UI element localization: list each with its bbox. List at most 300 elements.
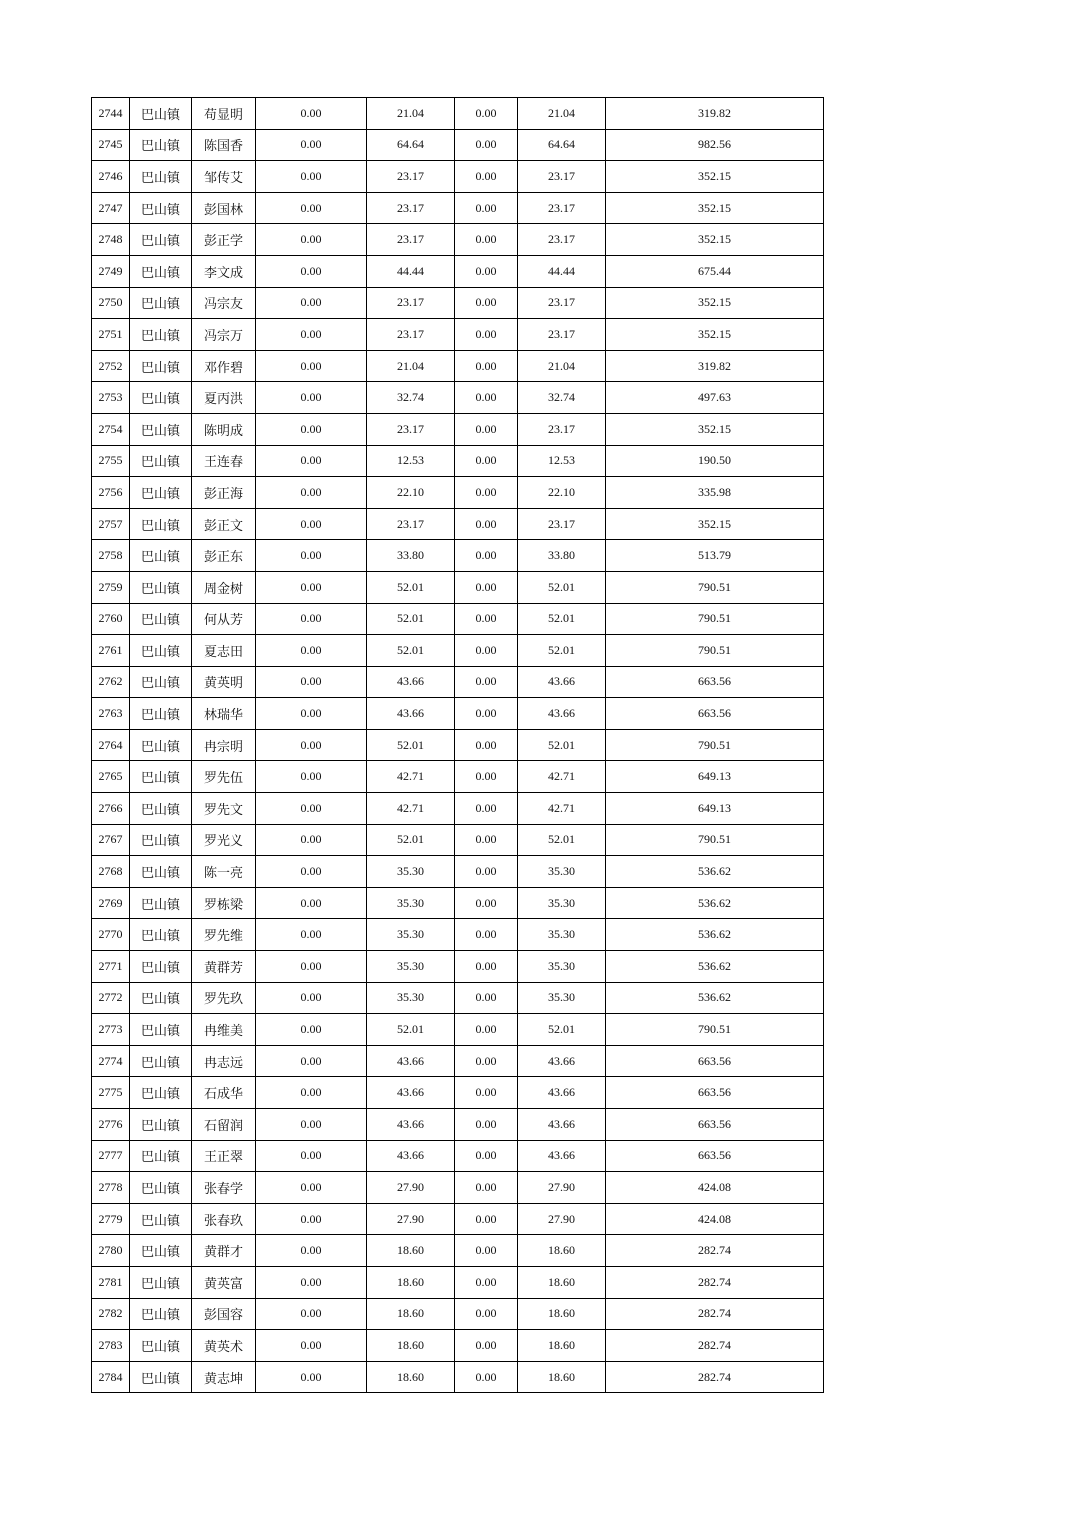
value-cell-1: 0.00 [256,1266,367,1298]
name-cell: 邓作碧 [192,350,256,382]
table-row [92,793,824,825]
town-cell: 巴山镇 [130,477,192,509]
value-cell-3: 0.00 [455,793,518,825]
value-cell-3: 0.00 [455,729,518,761]
row-number-cell: 2772 [92,982,130,1014]
table-row [92,1361,824,1393]
value-cell-2: 52.01 [367,1014,455,1046]
row-number-cell: 2757 [92,508,130,540]
amount-cell: 663.56 [606,1045,824,1077]
value-cell-2: 23.17 [367,413,455,445]
amount-cell: 536.62 [606,951,824,983]
town-cell: 巴山镇 [130,761,192,793]
value-cell-2: 35.30 [367,856,455,888]
value-cell-3: 0.00 [455,951,518,983]
amount-cell: 790.51 [606,1014,824,1046]
value-cell-3: 0.00 [455,1361,518,1393]
value-cell-4: 52.01 [518,824,606,856]
value-cell-4: 43.66 [518,1045,606,1077]
table-row [92,161,824,193]
value-cell-4: 23.17 [518,319,606,351]
row-number-cell: 2746 [92,161,130,193]
row-number-cell: 2766 [92,793,130,825]
value-cell-1: 0.00 [256,1361,367,1393]
town-cell: 巴山镇 [130,350,192,382]
name-cell: 黄英富 [192,1266,256,1298]
row-number-cell: 2781 [92,1266,130,1298]
row-number-cell: 2765 [92,761,130,793]
row-number-cell: 2751 [92,319,130,351]
table-row [92,350,824,382]
amount-cell: 282.74 [606,1330,824,1362]
name-cell: 冉志远 [192,1045,256,1077]
value-cell-4: 52.01 [518,571,606,603]
value-cell-2: 43.66 [367,1045,455,1077]
town-cell: 巴山镇 [130,951,192,983]
amount-cell: 663.56 [606,666,824,698]
data-table [91,97,824,1393]
value-cell-4: 35.30 [518,951,606,983]
value-cell-2: 27.90 [367,1203,455,1235]
amount-cell: 335.98 [606,477,824,509]
town-cell: 巴山镇 [130,1172,192,1204]
table-row [92,1266,824,1298]
value-cell-4: 42.71 [518,793,606,825]
amount-cell: 536.62 [606,982,824,1014]
table-row [92,824,824,856]
value-cell-3: 0.00 [455,887,518,919]
table-row [92,887,824,919]
amount-cell: 663.56 [606,1077,824,1109]
value-cell-2: 18.60 [367,1298,455,1330]
row-number-cell: 2761 [92,635,130,667]
town-cell: 巴山镇 [130,1235,192,1267]
town-cell: 巴山镇 [130,192,192,224]
value-cell-2: 52.01 [367,824,455,856]
amount-cell: 352.15 [606,224,824,256]
value-cell-1: 0.00 [256,1235,367,1267]
table-row [92,382,824,414]
town-cell: 巴山镇 [130,571,192,603]
town-cell: 巴山镇 [130,445,192,477]
name-cell: 石留润 [192,1109,256,1141]
value-cell-3: 0.00 [455,603,518,635]
value-cell-3: 0.00 [455,540,518,572]
value-cell-2: 52.01 [367,635,455,667]
amount-cell: 649.13 [606,793,824,825]
table-row [92,1140,824,1172]
value-cell-3: 0.00 [455,571,518,603]
name-cell: 邹传艾 [192,161,256,193]
name-cell: 黄群芳 [192,951,256,983]
value-cell-4: 43.66 [518,1077,606,1109]
value-cell-1: 0.00 [256,951,367,983]
row-number-cell: 2783 [92,1330,130,1362]
value-cell-1: 0.00 [256,919,367,951]
value-cell-1: 0.00 [256,571,367,603]
value-cell-1: 0.00 [256,382,367,414]
value-cell-4: 42.71 [518,761,606,793]
value-cell-2: 35.30 [367,982,455,1014]
town-cell: 巴山镇 [130,856,192,888]
amount-cell: 282.74 [606,1361,824,1393]
value-cell-4: 52.01 [518,1014,606,1046]
town-cell: 巴山镇 [130,1330,192,1362]
table-row [92,729,824,761]
value-cell-1: 0.00 [256,1077,367,1109]
table-row [92,635,824,667]
name-cell: 彭正学 [192,224,256,256]
value-cell-4: 18.60 [518,1235,606,1267]
value-cell-3: 0.00 [455,1140,518,1172]
value-cell-2: 21.04 [367,98,455,130]
value-cell-4: 23.17 [518,161,606,193]
value-cell-4: 23.17 [518,413,606,445]
row-number-cell: 2764 [92,729,130,761]
value-cell-4: 23.17 [518,287,606,319]
value-cell-2: 32.74 [367,382,455,414]
amount-cell: 424.08 [606,1172,824,1204]
table-row [92,1330,824,1362]
name-cell: 罗先玖 [192,982,256,1014]
amount-cell: 282.74 [606,1298,824,1330]
value-cell-2: 35.30 [367,919,455,951]
table-body [92,98,824,1393]
value-cell-2: 42.71 [367,793,455,825]
amount-cell: 663.56 [606,698,824,730]
value-cell-4: 43.66 [518,698,606,730]
town-cell: 巴山镇 [130,1045,192,1077]
table-row [92,287,824,319]
town-cell: 巴山镇 [130,319,192,351]
value-cell-3: 0.00 [455,161,518,193]
name-cell: 罗先文 [192,793,256,825]
amount-cell: 190.50 [606,445,824,477]
row-number-cell: 2775 [92,1077,130,1109]
value-cell-1: 0.00 [256,540,367,572]
amount-cell: 319.82 [606,98,824,130]
town-cell: 巴山镇 [130,698,192,730]
value-cell-3: 0.00 [455,1109,518,1141]
name-cell: 彭国容 [192,1298,256,1330]
value-cell-2: 52.01 [367,603,455,635]
name-cell: 彭国林 [192,192,256,224]
name-cell: 王正翠 [192,1140,256,1172]
value-cell-2: 23.17 [367,508,455,540]
amount-cell: 790.51 [606,824,824,856]
name-cell: 林瑞华 [192,698,256,730]
name-cell: 陈一亮 [192,856,256,888]
row-number-cell: 2754 [92,413,130,445]
amount-cell: 536.62 [606,856,824,888]
value-cell-3: 0.00 [455,1077,518,1109]
amount-cell: 790.51 [606,603,824,635]
value-cell-4: 23.17 [518,508,606,540]
amount-cell: 663.56 [606,1109,824,1141]
value-cell-4: 33.80 [518,540,606,572]
value-cell-1: 0.00 [256,445,367,477]
value-cell-3: 0.00 [455,1045,518,1077]
table-row [92,666,824,698]
value-cell-2: 44.44 [367,255,455,287]
row-number-cell: 2770 [92,919,130,951]
amount-cell: 282.74 [606,1235,824,1267]
value-cell-2: 43.66 [367,1077,455,1109]
value-cell-3: 0.00 [455,666,518,698]
value-cell-4: 35.30 [518,887,606,919]
value-cell-1: 0.00 [256,161,367,193]
value-cell-1: 0.00 [256,129,367,161]
town-cell: 巴山镇 [130,1266,192,1298]
table-row [92,413,824,445]
name-cell: 周金树 [192,571,256,603]
name-cell: 何从芳 [192,603,256,635]
value-cell-3: 0.00 [455,445,518,477]
value-cell-3: 0.00 [455,255,518,287]
name-cell: 冉维美 [192,1014,256,1046]
value-cell-1: 0.00 [256,477,367,509]
town-cell: 巴山镇 [130,1140,192,1172]
value-cell-4: 18.60 [518,1298,606,1330]
value-cell-4: 35.30 [518,856,606,888]
value-cell-2: 18.60 [367,1235,455,1267]
row-number-cell: 2748 [92,224,130,256]
value-cell-3: 0.00 [455,382,518,414]
value-cell-4: 12.53 [518,445,606,477]
value-cell-4: 35.30 [518,982,606,1014]
name-cell: 罗光义 [192,824,256,856]
town-cell: 巴山镇 [130,508,192,540]
name-cell: 陈明成 [192,413,256,445]
table-row [92,571,824,603]
table-row [92,1077,824,1109]
name-cell: 张春学 [192,1172,256,1204]
value-cell-4: 35.30 [518,919,606,951]
value-cell-4: 22.10 [518,477,606,509]
value-cell-3: 0.00 [455,192,518,224]
town-cell: 巴山镇 [130,887,192,919]
value-cell-3: 0.00 [455,982,518,1014]
town-cell: 巴山镇 [130,1298,192,1330]
value-cell-2: 22.10 [367,477,455,509]
name-cell: 彭正东 [192,540,256,572]
town-cell: 巴山镇 [130,129,192,161]
value-cell-1: 0.00 [256,350,367,382]
table-row [92,477,824,509]
row-number-cell: 2767 [92,824,130,856]
value-cell-1: 0.00 [256,793,367,825]
name-cell: 夏丙洪 [192,382,256,414]
table-row [92,319,824,351]
value-cell-4: 43.66 [518,666,606,698]
value-cell-2: 43.66 [367,1109,455,1141]
town-cell: 巴山镇 [130,635,192,667]
value-cell-3: 0.00 [455,856,518,888]
amount-cell: 790.51 [606,729,824,761]
value-cell-3: 0.00 [455,477,518,509]
value-cell-3: 0.00 [455,319,518,351]
amount-cell: 497.63 [606,382,824,414]
value-cell-1: 0.00 [256,1109,367,1141]
value-cell-3: 0.00 [455,1266,518,1298]
row-number-cell: 2760 [92,603,130,635]
town-cell: 巴山镇 [130,1109,192,1141]
value-cell-4: 18.60 [518,1330,606,1362]
town-cell: 巴山镇 [130,287,192,319]
value-cell-2: 52.01 [367,571,455,603]
town-cell: 巴山镇 [130,603,192,635]
table-row [92,951,824,983]
value-cell-3: 0.00 [455,413,518,445]
name-cell: 石成华 [192,1077,256,1109]
value-cell-4: 52.01 [518,635,606,667]
name-cell: 陈国香 [192,129,256,161]
amount-cell: 982.56 [606,129,824,161]
value-cell-2: 23.17 [367,192,455,224]
row-number-cell: 2780 [92,1235,130,1267]
town-cell: 巴山镇 [130,382,192,414]
amount-cell: 282.74 [606,1266,824,1298]
table-row [92,540,824,572]
value-cell-3: 0.00 [455,508,518,540]
value-cell-4: 44.44 [518,255,606,287]
value-cell-4: 18.60 [518,1266,606,1298]
name-cell: 冉宗明 [192,729,256,761]
value-cell-1: 0.00 [256,982,367,1014]
value-cell-1: 0.00 [256,287,367,319]
amount-cell: 424.08 [606,1203,824,1235]
value-cell-3: 0.00 [455,919,518,951]
amount-cell: 675.44 [606,255,824,287]
value-cell-1: 0.00 [256,1140,367,1172]
value-cell-1: 0.00 [256,1172,367,1204]
town-cell: 巴山镇 [130,729,192,761]
row-number-cell: 2777 [92,1140,130,1172]
town-cell: 巴山镇 [130,666,192,698]
amount-cell: 352.15 [606,319,824,351]
town-cell: 巴山镇 [130,1203,192,1235]
town-cell: 巴山镇 [130,161,192,193]
value-cell-1: 0.00 [256,1298,367,1330]
row-number-cell: 2784 [92,1361,130,1393]
row-number-cell: 2769 [92,887,130,919]
value-cell-4: 21.04 [518,350,606,382]
name-cell: 黄英明 [192,666,256,698]
value-cell-1: 0.00 [256,1045,367,1077]
value-cell-4: 43.66 [518,1140,606,1172]
amount-cell: 319.82 [606,350,824,382]
row-number-cell: 2771 [92,951,130,983]
row-number-cell: 2744 [92,98,130,130]
name-cell: 夏志田 [192,635,256,667]
value-cell-4: 23.17 [518,192,606,224]
amount-cell: 352.15 [606,161,824,193]
value-cell-1: 0.00 [256,224,367,256]
name-cell: 苟显明 [192,98,256,130]
value-cell-1: 0.00 [256,1330,367,1362]
amount-cell: 536.62 [606,919,824,951]
row-number-cell: 2753 [92,382,130,414]
value-cell-2: 35.30 [367,951,455,983]
value-cell-2: 12.53 [367,445,455,477]
table-row [92,1014,824,1046]
value-cell-2: 35.30 [367,887,455,919]
town-cell: 巴山镇 [130,98,192,130]
value-cell-2: 43.66 [367,698,455,730]
row-number-cell: 2776 [92,1109,130,1141]
row-number-cell: 2749 [92,255,130,287]
value-cell-2: 43.66 [367,1140,455,1172]
amount-cell: 536.62 [606,887,824,919]
table-row [92,1203,824,1235]
value-cell-3: 0.00 [455,824,518,856]
value-cell-3: 0.00 [455,635,518,667]
name-cell: 彭正海 [192,477,256,509]
value-cell-1: 0.00 [256,729,367,761]
value-cell-1: 0.00 [256,887,367,919]
row-number-cell: 2778 [92,1172,130,1204]
town-cell: 巴山镇 [130,224,192,256]
value-cell-1: 0.00 [256,856,367,888]
town-cell: 巴山镇 [130,793,192,825]
town-cell: 巴山镇 [130,1077,192,1109]
value-cell-3: 0.00 [455,129,518,161]
value-cell-1: 0.00 [256,319,367,351]
value-cell-1: 0.00 [256,1014,367,1046]
value-cell-1: 0.00 [256,603,367,635]
value-cell-1: 0.00 [256,413,367,445]
value-cell-3: 0.00 [455,98,518,130]
name-cell: 张春玖 [192,1203,256,1235]
amount-cell: 352.15 [606,192,824,224]
value-cell-3: 0.00 [455,761,518,793]
table-row [92,224,824,256]
name-cell: 罗栋梁 [192,887,256,919]
value-cell-1: 0.00 [256,192,367,224]
value-cell-3: 0.00 [455,287,518,319]
value-cell-2: 18.60 [367,1266,455,1298]
value-cell-3: 0.00 [455,1014,518,1046]
value-cell-3: 0.00 [455,350,518,382]
value-cell-2: 21.04 [367,350,455,382]
value-cell-2: 33.80 [367,540,455,572]
table-row [92,761,824,793]
row-number-cell: 2758 [92,540,130,572]
value-cell-1: 0.00 [256,98,367,130]
value-cell-2: 18.60 [367,1330,455,1362]
row-number-cell: 2759 [92,571,130,603]
row-number-cell: 2762 [92,666,130,698]
amount-cell: 352.15 [606,287,824,319]
row-number-cell: 2774 [92,1045,130,1077]
value-cell-2: 23.17 [367,319,455,351]
table-row [92,1298,824,1330]
table-row [92,129,824,161]
town-cell: 巴山镇 [130,413,192,445]
table-row [92,1172,824,1204]
name-cell: 冯宗万 [192,319,256,351]
value-cell-4: 43.66 [518,1109,606,1141]
value-cell-4: 64.64 [518,129,606,161]
value-cell-3: 0.00 [455,224,518,256]
name-cell: 李文成 [192,255,256,287]
town-cell: 巴山镇 [130,1361,192,1393]
value-cell-1: 0.00 [256,508,367,540]
row-number-cell: 2747 [92,192,130,224]
amount-cell: 790.51 [606,571,824,603]
name-cell: 黄志坤 [192,1361,256,1393]
value-cell-4: 18.60 [518,1361,606,1393]
